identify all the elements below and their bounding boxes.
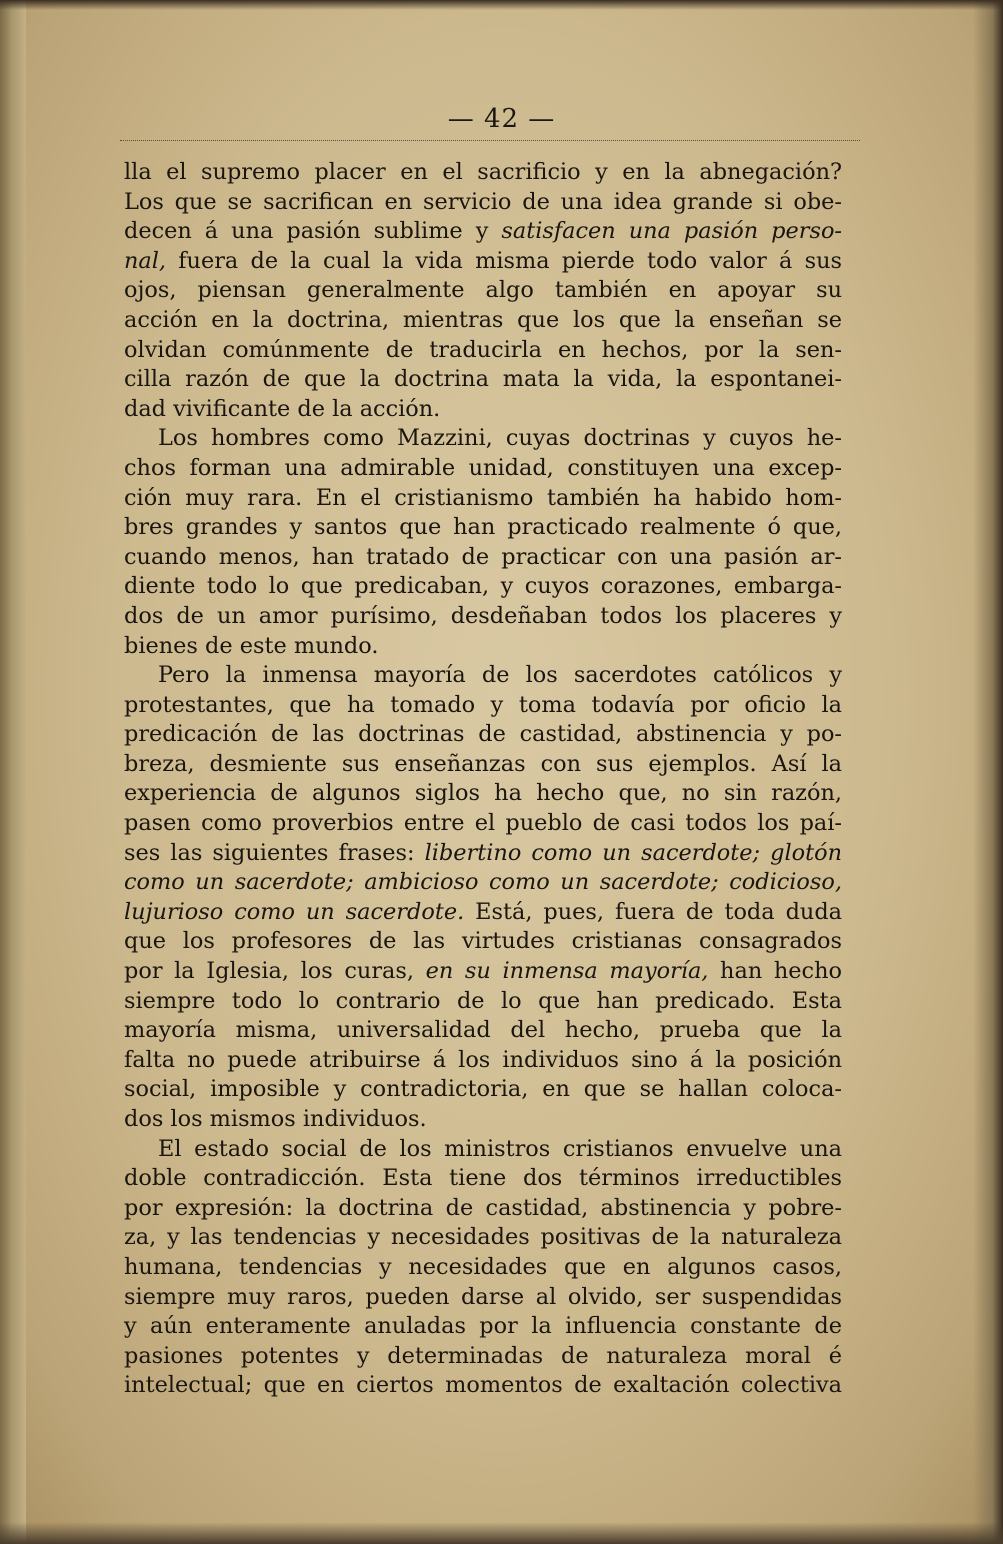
page-number: — 42 — [447,104,556,134]
text-line [124,543,842,573]
text-line [124,779,842,809]
text-line [124,336,842,366]
text-line [124,1371,842,1401]
text-line [124,247,842,277]
text-segment: acción en la doctrina, mientras que los que la enseñan se [124,306,842,333]
text-segment: Pero la inmensa mayoría de los sacerdotes católicos y [158,662,842,689]
text-line [124,188,842,218]
text-segment: doble contradicción. Esta tiene dos términos irreductibles [124,1165,842,1192]
italic-text: nal, [124,247,167,274]
text-line [124,395,842,425]
text-segment: intelectual; que en ciertos momentos de exaltación colectiva [124,1372,842,1399]
text-segment: humana, tendencias y necesidades que en algunos casos, [124,1253,842,1280]
italic-text: en su inmensa mayoría, [425,958,709,985]
text-line [124,1016,842,1046]
text-segment: predicación de las doctrinas de castidad, abstinencia y po- [124,721,842,748]
text-segment: dad vivificante de la acción. [124,395,441,422]
body-text [124,158,842,1401]
text-segment: dos los mismos individuos. [124,1106,427,1132]
page-left-edge [0,0,26,1544]
text-line [124,513,842,543]
text-line [124,572,842,602]
text-line [124,1342,842,1372]
text-line [124,217,842,247]
text-segment: El estado social de los ministros cristianos envuelve una [158,1135,842,1162]
text-line [124,661,842,691]
text-segment: protestantes, que ha tomado y toma todavía por oficio la [124,691,842,718]
text-line [124,1075,842,1105]
text-line [124,1046,842,1076]
italic-text: libertino como un sacerdote; glotón [424,839,843,866]
text-segment: Los que se sacrifican en servicio de una idea grande si obe- [124,188,842,215]
text-line [124,454,842,484]
italic-text: satisfacen una pasión perso- [501,218,842,245]
text-segment: han hecho [708,958,842,985]
text-line [124,987,842,1017]
text-segment: que los profesores de las virtudes cristianas consagrados [124,928,842,955]
text-line [124,1283,842,1313]
text-segment: cilla razón de que la doctrina mata la vida, la espontanei- [124,366,842,393]
text-line [124,1253,842,1283]
text-segment: diente todo lo que predicaban, y cuyos corazones, embarga- [124,573,842,600]
text-segment: za, y las tendencias y necesidades positivas de la naturaleza [124,1224,842,1251]
text-line [124,1105,842,1135]
text-segment: decen á una pasión sublime y [124,218,502,245]
text-line [124,691,842,721]
text-segment: por la Iglesia, los curas, [124,958,426,985]
text-line [124,957,842,987]
text-line [124,1135,842,1165]
text-segment: bres grandes y santos que han practicado realmente ó que, [124,514,842,541]
text-segment: falta no puede atribuirse á los individuos sino á la posición [124,1046,842,1073]
text-segment: pasiones potentes y determinadas de naturaleza moral é [124,1342,842,1369]
page-right-edge [973,0,1003,1544]
text-segment: olvidan comúnmente de traducirla en hechos, por la sen- [124,336,842,363]
text-segment: breza, desmiente sus enseñanzas con sus ejemplos. Así la [124,750,842,777]
text-segment: ses las siguientes frases: [124,839,425,866]
text-segment: dos de un amor purísimo, desdeñaban todos los placeres y [124,602,842,629]
text-segment: experiencia de algunos siglos ha hecho que, no sin razón, [124,780,842,807]
text-segment: Está, pues, fuera de toda duda [464,898,842,925]
text-segment: fuera de la cual la vida misma pierde todo valor á sus [166,247,842,274]
text-line [124,720,842,750]
text-line [124,484,842,514]
text-line [124,306,842,336]
text-line [124,1312,842,1342]
text-segment: Los hombres como Mazzini, cuyas doctrinas y cuyos he- [158,425,842,452]
text-line [124,1164,842,1194]
text-segment: bienes de este mundo. [124,632,379,659]
text-line [124,424,842,454]
text-segment: ojos, piensan generalmente algo también en apoyar su [124,277,842,304]
header-rule [120,140,860,141]
text-segment: lla el supremo placer en el sacrificio y en la abnegación? [124,159,842,185]
text-line [124,158,842,188]
text-line [124,898,842,928]
text-segment: mayoría misma, universalidad del hecho, prueba que la [124,1017,842,1044]
text-line [124,365,842,395]
text-segment: ción muy rara. En el cristianismo también ha habido hom- [124,484,842,511]
italic-text: como un sacerdote; ambicioso como un sacerdote; codicioso, [124,869,842,896]
italic-text: lujurioso como un sacerdote. [124,898,465,925]
text-line [124,1223,842,1253]
text-segment: siempre muy raros, pueden darse al olvido, ser suspendidas [124,1283,842,1310]
text-line [124,632,842,662]
text-segment: cuando menos, han tratado de practicar con una pasión ar- [124,543,842,570]
text-line [124,602,842,632]
text-line [124,868,842,898]
text-segment: social, imposible y contradictoria, en que se hallan coloca- [124,1076,842,1103]
page-bottom-edge [0,1522,1003,1544]
text-segment: y aún enteramente anuladas por la influencia constante de [124,1313,842,1340]
text-line [124,276,842,306]
text-segment: pasen como proverbios entre el pueblo de casi todos los paí- [124,810,842,837]
text-line [124,839,842,869]
text-segment: siempre todo lo contrario de lo que han predicado. Esta [124,987,842,1014]
page-top-edge [0,0,1003,10]
text-line [124,809,842,839]
text-segment: por expresión: la doctrina de castidad, abstinencia y pobre- [124,1194,842,1221]
text-line [124,750,842,780]
text-segment: chos forman una admirable unidad, constituyen una excep- [124,454,842,481]
text-line [124,1194,842,1224]
text-line [124,927,842,957]
